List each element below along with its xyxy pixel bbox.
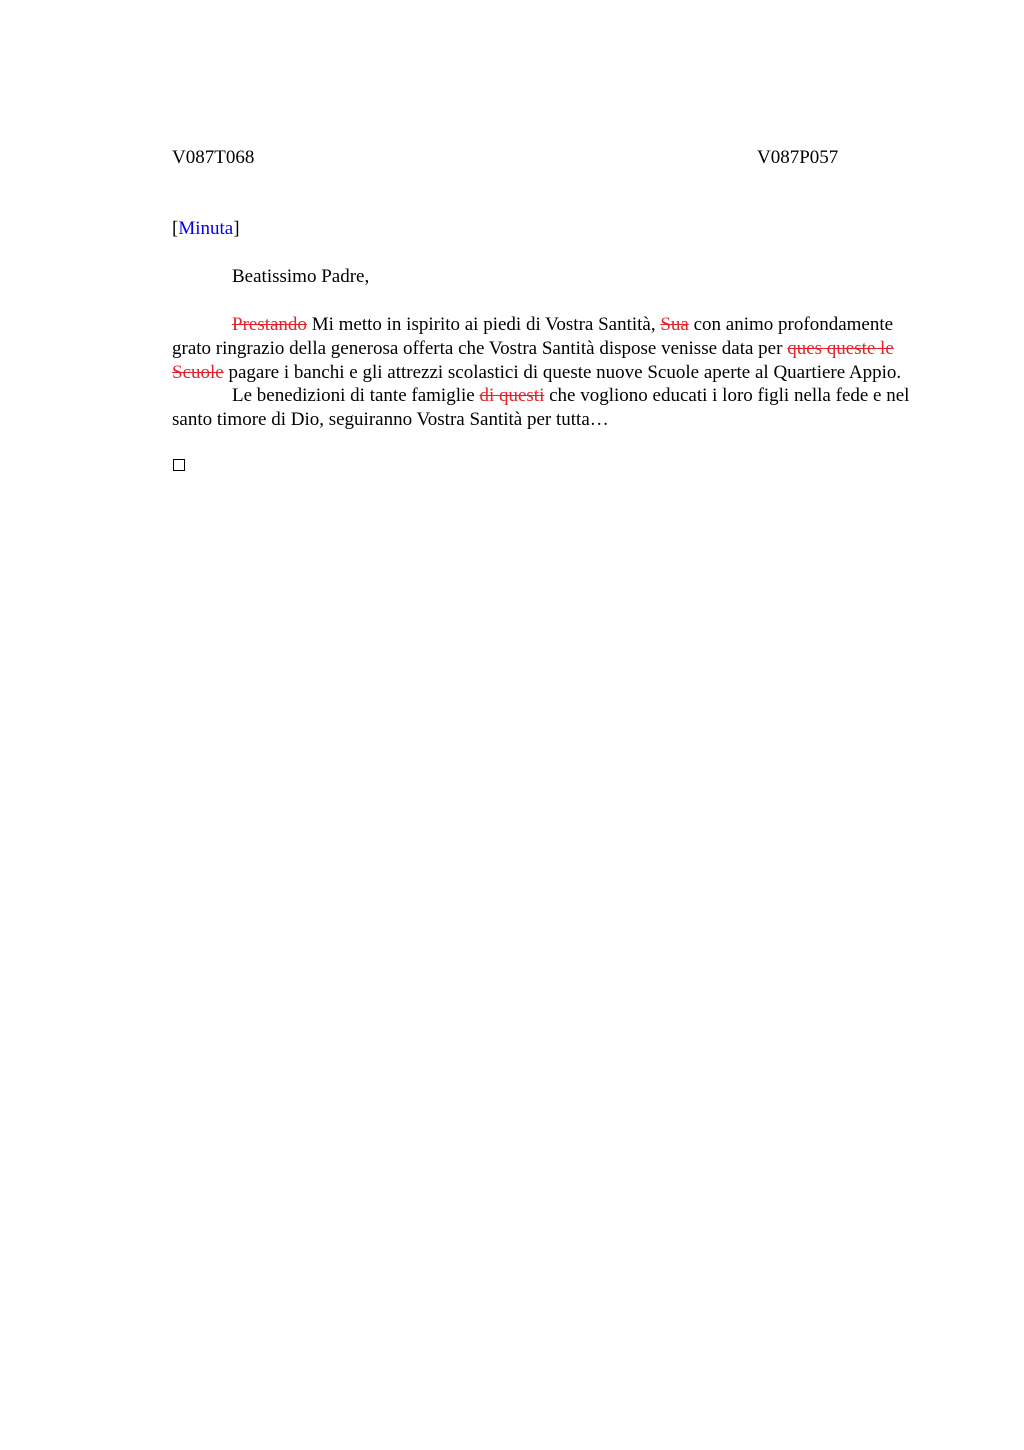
- document-code-left: V087T068: [172, 147, 255, 168]
- bracket-close: ]: [233, 218, 240, 239]
- body-text-segment: Le benedizioni di tante famiglie: [232, 385, 480, 407]
- deleted-text: ques queste le Scuole: [172, 337, 894, 383]
- letter-body: [172, 313, 932, 432]
- body-text-segment: pagare i banchi e gli attrezzi scolastici di queste nuove Scuole aperte al Quartiere Appio.: [223, 361, 902, 383]
- salutation: Beatissimo Padre,: [232, 266, 370, 287]
- minuta-label: Minuta: [178, 218, 234, 239]
- deleted-text: di questi: [479, 385, 545, 407]
- deleted-text: Sua: [660, 314, 689, 335]
- document-code-right: V087P057: [757, 147, 839, 168]
- body-text-segment: che vogliono educati i loro figli nella fede e nel santo timore di Dio, seguiranno Vostra Santità per tutta…: [172, 385, 910, 431]
- bracket-open: [: [172, 218, 179, 239]
- body-text-segment: Mi metto in ispirito ai piedi di Vostra Santità,: [306, 314, 661, 335]
- paragraph-1: [172, 313, 932, 384]
- editorial-note: [172, 218, 240, 240]
- body-text-segment: con animo profondamente grato ringrazio della generosa offerta che Vostra Santità dispose venisse data per: [172, 314, 894, 359]
- paragraph-2: [172, 384, 932, 432]
- deleted-text: Prestando: [232, 314, 307, 335]
- empty-square-icon: [173, 459, 185, 471]
